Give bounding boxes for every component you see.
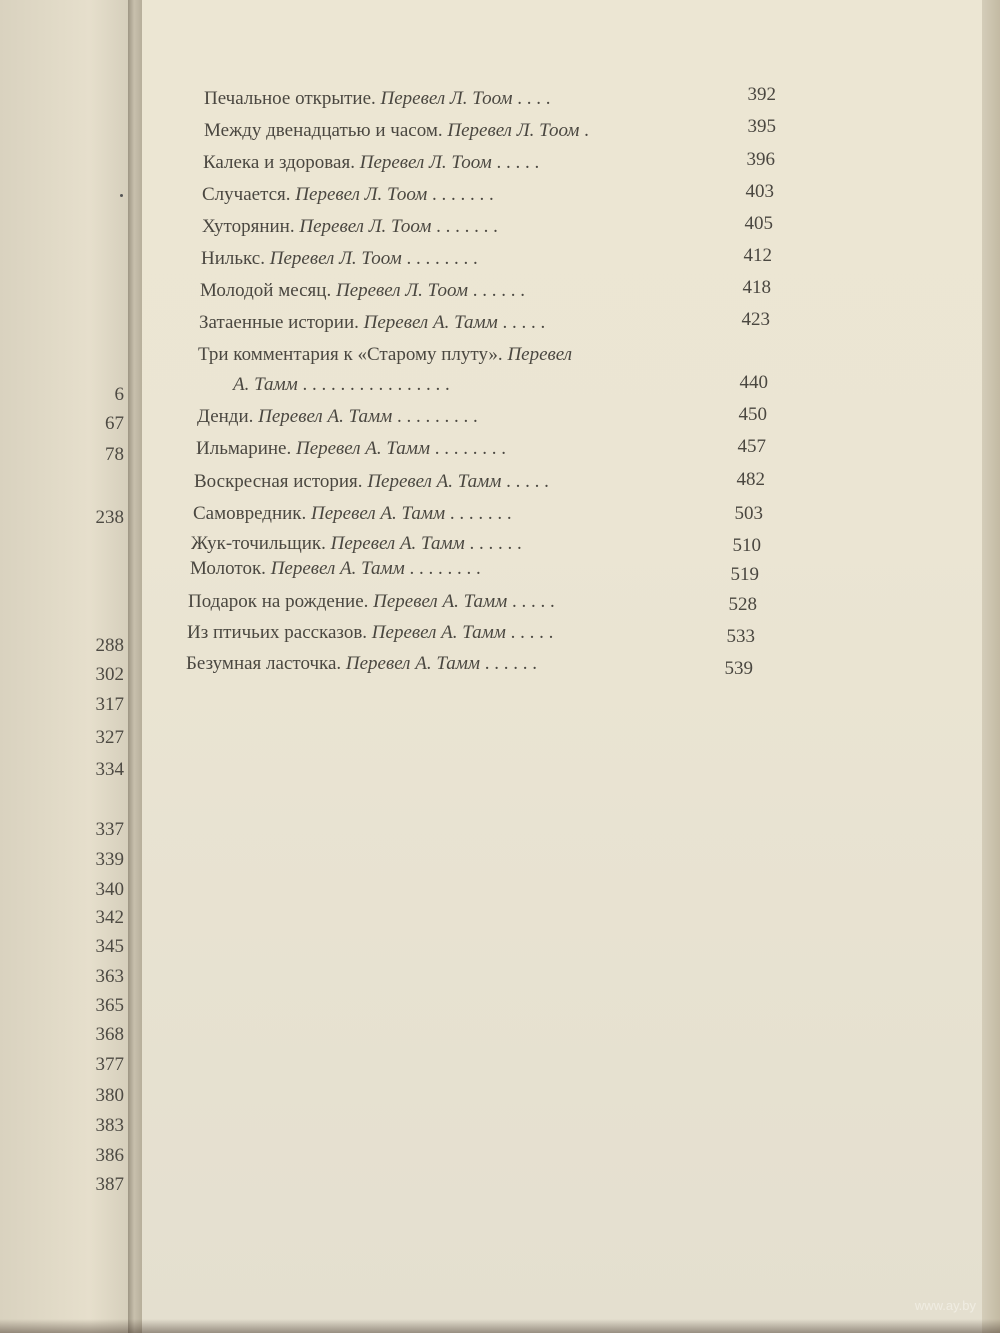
toc-entry	[201, 248, 478, 270]
toc-entry-translator: Перевел А. Тамм	[367, 471, 502, 492]
left-page-number: 383	[95, 1115, 124, 1136]
left-page-number: 345	[95, 936, 124, 957]
toc-entry-title: Между двенадцатью и часом.	[204, 120, 443, 141]
toc-entry-leader: . . . . .	[506, 471, 549, 492]
toc-entry-title: Печальное открытие.	[204, 88, 376, 109]
toc-entry	[202, 216, 498, 238]
left-page-number: 302	[95, 664, 124, 685]
toc-entry-leader: . . . . . . .	[449, 503, 512, 524]
toc-entry-leader: . . . . . . . . .	[396, 406, 478, 427]
toc-entry-leader: . . . . . . . .	[409, 558, 481, 579]
toc-entry-translator: Перевел А. Тамм	[330, 533, 465, 554]
toc-entry-leader: .	[584, 120, 589, 141]
toc-entry	[204, 88, 551, 110]
toc-entry-page: 412	[743, 245, 772, 266]
toc-entry-translator: Перевел А. Тамм	[258, 406, 393, 427]
toc-entry-translator: Перевел А. Тамм	[295, 438, 431, 459]
left-page-number: 377	[95, 1054, 124, 1075]
left-page-number: 288	[95, 635, 124, 656]
bottom-shadow	[0, 1319, 1000, 1333]
toc-entry-continuation	[233, 374, 450, 396]
left-page-number: 387	[95, 1174, 124, 1195]
left-page-number: 78	[105, 444, 124, 465]
toc-entry	[191, 533, 522, 555]
toc-entry-leader: . . . . . . . . . . . . . . . .	[302, 374, 450, 395]
toc-entry-leader: . . . . .	[502, 312, 546, 333]
left-page-number: 380	[95, 1085, 124, 1106]
toc-entry-translator: Перевел А. Тамм	[345, 653, 480, 674]
toc-entry-title: Калека и здоровая.	[203, 152, 355, 173]
toc-entry-translator: Перевел А. Тамм	[373, 591, 508, 612]
toc-entry-translator: Перевел Л. Тоом	[380, 88, 513, 109]
toc-entry-page: 519	[730, 564, 759, 585]
left-page-number: 368	[95, 1024, 124, 1045]
left-page-number: 340	[95, 879, 124, 900]
toc-entry-leader: . . . . .	[511, 591, 555, 612]
toc-entry-leader: . . . . . . . .	[434, 438, 507, 459]
toc-entry-title: Жук-точильщик.	[191, 533, 326, 554]
toc-entry	[200, 280, 525, 302]
toc-entry	[202, 184, 494, 206]
toc-entry-translator: Перевел А. Тамм	[371, 622, 506, 643]
toc-entry-translator: Перевел Л. Тоом	[295, 184, 428, 205]
toc-entry	[188, 591, 555, 613]
watermark: www.ay.by	[914, 1298, 976, 1313]
left-page-number: 238	[95, 507, 124, 528]
toc-entry	[193, 503, 512, 525]
toc-entry-translator: Перевел А. Тамм	[363, 312, 498, 333]
left-page-number: 317	[95, 694, 124, 715]
toc-entry-leader: . . . .	[517, 88, 551, 109]
toc-entry-translator: Перевел А. Тамм	[311, 503, 446, 524]
toc-entry-page: 396	[746, 149, 775, 170]
toc-entry	[186, 653, 537, 675]
toc-entry-page: 457	[737, 436, 766, 457]
toc-entry-leader: . . . . . .	[469, 533, 522, 554]
toc-entry-page: 528	[728, 594, 757, 615]
toc-entry-page: 395	[747, 116, 776, 137]
toc-entry-title: Воскресная история.	[194, 471, 363, 492]
left-page-number: 363	[95, 966, 124, 987]
toc-entry-title: Нилькс.	[201, 248, 265, 269]
toc-entry-page: 405	[744, 213, 773, 234]
toc-entry-title: Молодой месяц.	[200, 280, 332, 301]
toc-entry	[194, 471, 549, 493]
left-page-number: 327	[95, 727, 124, 748]
toc-entry-leader: . . . . . . .	[436, 216, 498, 237]
toc-entry-leader: . . . . . . . .	[406, 248, 478, 269]
toc-entry-translator: Перевел Л. Тоом	[359, 152, 492, 173]
toc-entry-title: Безумная ласточка.	[186, 653, 342, 674]
toc-entry-translator: А. Тамм	[233, 374, 298, 395]
toc-entry-page: 392	[747, 84, 776, 105]
left-page-number: 365	[95, 995, 124, 1016]
toc-entry-page: 418	[742, 277, 771, 298]
toc-entry-title: Из птичьих рассказов.	[187, 622, 368, 643]
toc-entry-page: 403	[745, 181, 774, 202]
toc-entry	[204, 120, 589, 142]
toc-entry-leader: . . . . .	[510, 622, 554, 643]
left-page-number: 337	[95, 819, 124, 840]
toc-entry-page: 533	[726, 626, 755, 647]
toc-entry-title: Молоток.	[190, 558, 266, 579]
toc-entry-title: Самовредник.	[193, 503, 307, 524]
toc-entry-title: Ильмарине.	[196, 438, 292, 459]
toc-entry-page: 423	[741, 309, 770, 330]
toc-entry-page: 510	[732, 535, 761, 556]
toc-entry-translator: Перевел	[507, 344, 573, 365]
toc-entry	[187, 622, 553, 644]
toc-entry	[190, 558, 481, 580]
toc-entry-translator: Перевел Л. Тоом	[335, 280, 468, 301]
toc-entry-title: Подарок на рождение.	[188, 591, 369, 612]
toc-entry	[198, 344, 572, 366]
toc-entry-page: 440	[739, 372, 768, 393]
left-page-number: 6	[114, 384, 124, 405]
toc-entry-translator: Перевел Л. Тоом	[269, 248, 402, 269]
toc-entry-title: Три комментария к «Старому плуту».	[198, 344, 503, 365]
toc-entry-leader: . . . . . . .	[432, 184, 494, 205]
toc-entry-page: 539	[724, 658, 753, 679]
left-page-number: 334	[95, 759, 124, 780]
toc-entry-page: 450	[738, 404, 767, 425]
toc-entry	[196, 438, 506, 460]
toc-entry-title: Случается.	[202, 184, 291, 205]
toc-entry-title: Денди.	[197, 406, 254, 427]
toc-entry-title: Затаенные истории.	[199, 312, 359, 333]
toc-entry-page: 503	[734, 503, 763, 524]
toc-entry-translator: Перевел Л. Тоом	[299, 216, 432, 237]
toc-entry-leader: . . . . . .	[472, 280, 525, 301]
toc-entry-leader: . . . . . .	[484, 653, 537, 674]
toc-entry-title: Хуторянин.	[202, 216, 295, 237]
left-page-number: 342	[95, 907, 124, 928]
toc-entry-leader: . . . . .	[496, 152, 540, 173]
toc-entry	[203, 152, 539, 174]
toc-entry	[197, 406, 478, 428]
toc-entry-page: 482	[736, 469, 765, 490]
toc-entry-translator: Перевел Л. Тоом	[447, 120, 580, 141]
left-page-number: 386	[95, 1145, 124, 1166]
toc-entry	[199, 312, 545, 334]
left-page-number: 339	[95, 849, 124, 870]
left-page-number: 67	[105, 413, 124, 434]
toc-entry-translator: Перевел А. Тамм	[270, 558, 405, 579]
